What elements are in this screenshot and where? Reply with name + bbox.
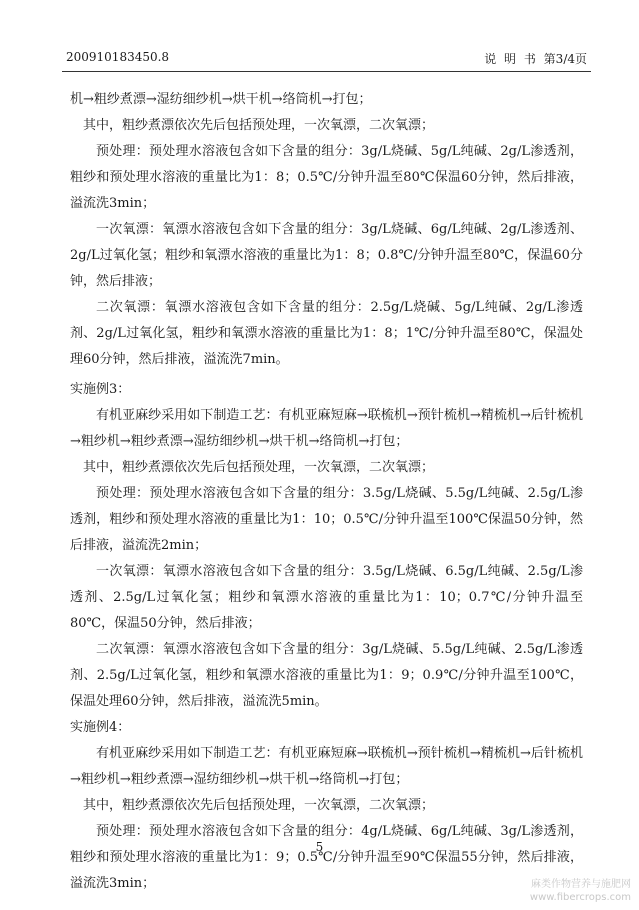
paragraph: 有机亚麻纱采用如下制造工艺：有机亚麻短麻→联梳机→预针梳机→精梳机→后针梳机→粗纱机→粗纱煮漂→湿纺细纱机→烘干机→络筒机→打包； [70,746,583,787]
watermark-url: www.fibercrops.com [529,892,631,903]
paragraph: 预处理：预处理水溶液包含如下含量的组分：3.5g/L烧碱、5.5g/L纯碱、2.5g/L渗透剂，粗纱和预处理水溶液的重量比为1：10；0.5℃/分钟升温至100℃保温50分钟，然后排液，溢流洗2min； [70,486,583,553]
paragraph: 有机亚麻纱采用如下制造工艺：有机亚麻短麻→联梳机→预针梳机→精梳机→后针梳机→粗纱机→粗纱煮漂→湿纺细纱机→烘干机→络筒机→打包； [70,408,583,449]
paragraph: 二次氧漂：氧漂水溶液包含如下含量的组分：2.5g/L烧碱、5g/L纯碱、2g/L渗透剂、2g/L过氧化氢，粗纱和氧漂水溶液的重量比为1：8；1℃/分钟升温至80℃，保温处理60分钟，然后排液，溢流洗7min。 [70,300,583,367]
paragraph: 预处理：预处理水溶液包含如下含量的组分：3g/L烧碱、5g/L纯碱、2g/L渗透剂，粗纱和预处理水溶液的重量比为1：8；0.5℃/分钟升温至80℃保温60分钟，然后排液，溢流洗3min； [70,144,583,211]
example-heading: 实施例3： [70,382,131,397]
paragraph: 二次氧漂：氧漂水溶液包含如下含量的组分：3g/L烧碱、5.5g/L纯碱、2.5g/L渗透剂、2.5g/L过氧化氢，粗纱和氧漂水溶液的重量比为1：9；0.9℃/分钟升温至100℃，保温处理60分钟，然后排液，溢流洗5min。 [70,642,583,709]
paragraph: 其中，粗纱煮漂依次先后包括预处理，一次氧漂，二次氧漂； [83,460,435,475]
page-number: 5 [315,840,324,854]
page-header-right: 说 明 书 第3/4页 [484,52,587,66]
watermark-title: 麻类作物营养与施肥网 [531,879,631,890]
paragraph: 一次氧漂：氧漂水溶液包含如下含量的组分：3.5g/L烧碱、6.5g/L纯碱、2.5g/L渗透剂、2.5g/L过氧化氢；粗纱和氧漂水溶液的重量比为1：10；0.7℃/分钟升温至80℃，保温50分钟，然后排液； [70,564,583,631]
paragraph: 其中，粗纱煮漂依次先后包括预处理，一次氧漂，二次氧漂； [83,798,435,813]
paragraph: 预处理：预处理水溶液包含如下含量的组分：4g/L烧碱、6g/L纯碱、3g/L渗透剂，粗纱和预处理水溶液的重量比为1：9；0.5℃/分钟升温至90℃保温55分钟，然后排液，溢流洗3min； [70,824,583,891]
example-heading: 实施例4： [70,720,131,735]
paragraph: 一次氧漂：氧漂水溶液包含如下含量的组分：3g/L烧碱、6g/L纯碱、2g/L渗透剂、2g/L过氧化氢；粗纱和氧漂水溶液的重量比为1：8；0.8℃/分钟升温至80℃，保温60分钟，然后排液； [70,222,583,289]
header-rule [62,71,591,72]
watermark [530,878,631,904]
document-body [70,87,583,897]
paragraph: 机→粗纱煮漂→湿纺细纱机→烘干机→络筒机→打包； [70,92,372,107]
paragraph: 其中，粗纱煮漂依次先后包括预处理，一次氧漂，二次氧漂； [83,118,435,133]
patent-number: 200910183450.8 [66,50,170,64]
